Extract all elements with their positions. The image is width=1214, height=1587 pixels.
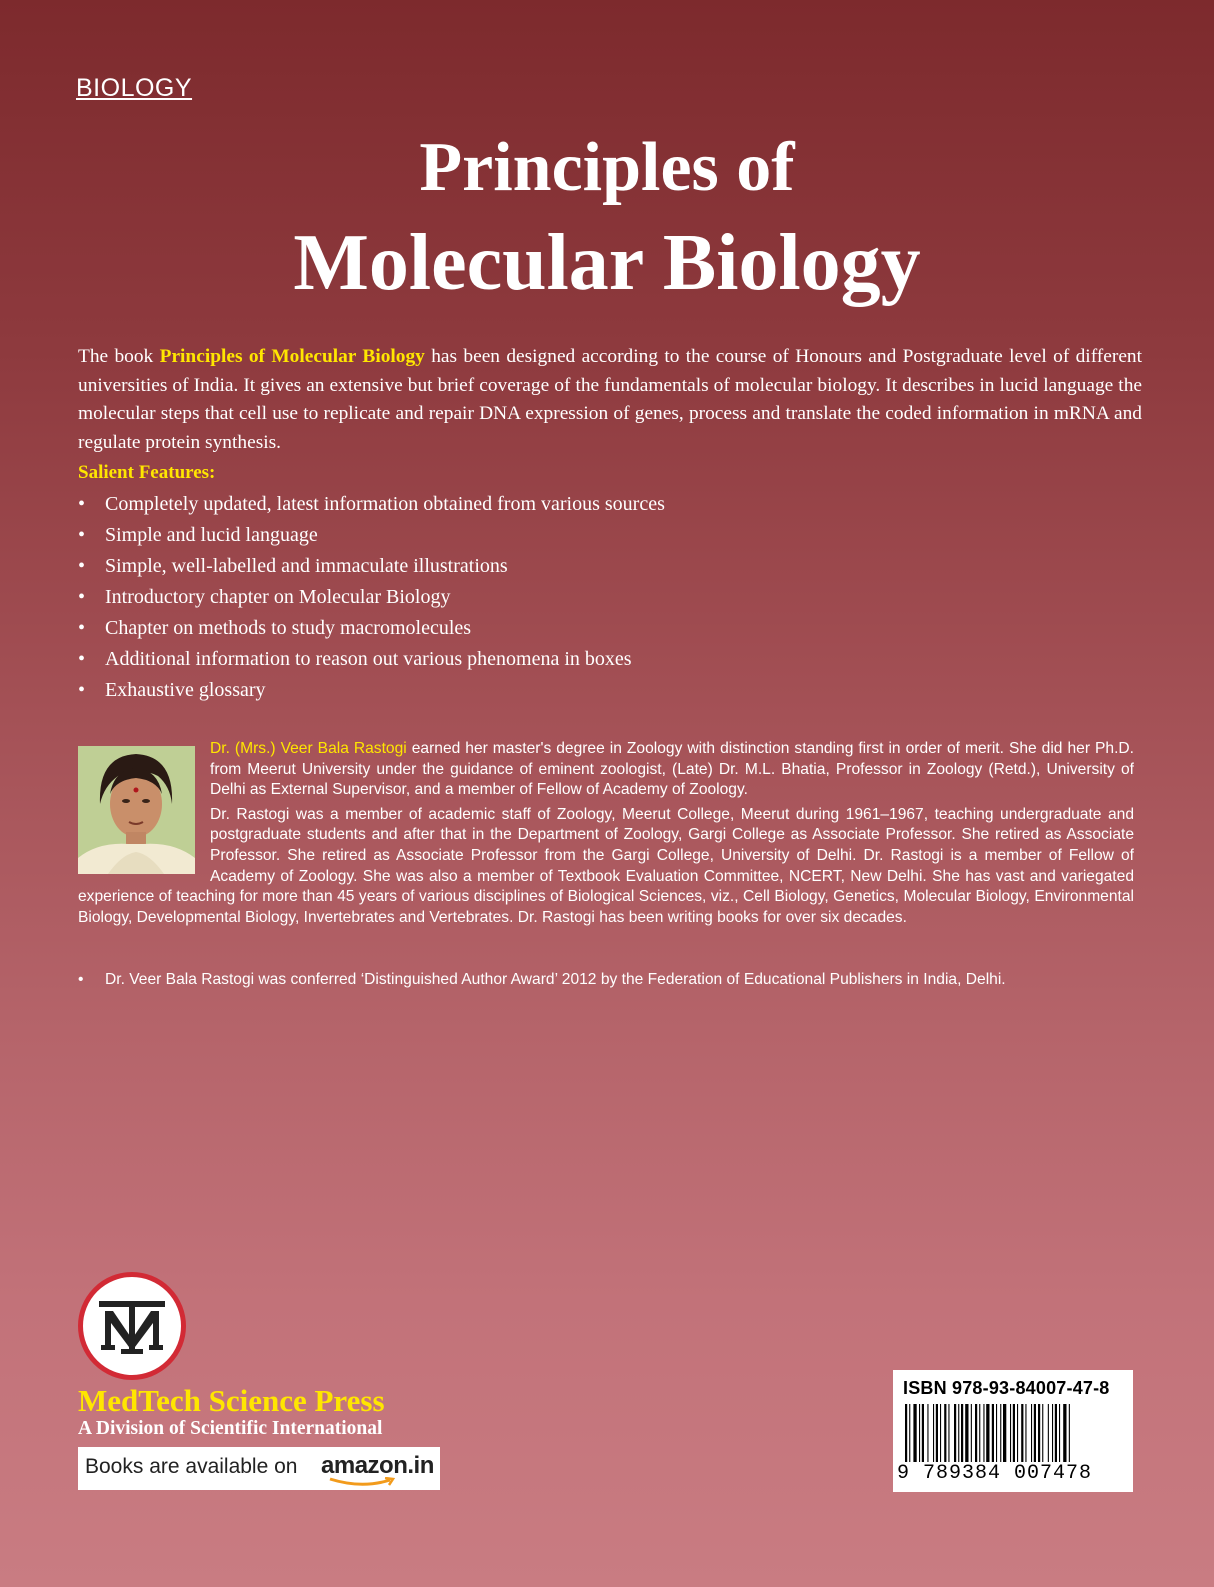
bullet-icon: • bbox=[78, 648, 86, 670]
isbn-label: ISBN 978-93-84007-47-8 bbox=[903, 1378, 1110, 1398]
feature-item bbox=[78, 520, 665, 551]
feature-item bbox=[78, 644, 665, 675]
feature-text: Completely updated, latest information obtained from various sources bbox=[105, 493, 665, 515]
photo-spacer bbox=[78, 739, 210, 884]
bullet-icon: • bbox=[78, 586, 86, 608]
author-bio bbox=[78, 739, 1134, 932]
features-list bbox=[78, 489, 665, 706]
feature-item bbox=[78, 489, 665, 520]
author-award-text: Dr. Veer Bala Rastogi was conferred ‘Distinguished Author Award’ 2012 by the Federation of Educational Publishers in India, Delhi. bbox=[105, 971, 1006, 988]
feature-item bbox=[78, 613, 665, 644]
description-body: has been designed according to the course of Honours and Postgraduate level of different universities of India. It gives an extensive but brief coverage of the fundamentals of molecular biology. It describes in lucid language the molecular steps that cell use to replicate and repair DNA expression of genes, process and translate the coded information in mRNA and regulate protein synthesis. bbox=[78, 346, 1143, 453]
feature-text: Chapter on methods to study macromolecules bbox=[105, 617, 472, 639]
publisher-logo bbox=[78, 1272, 186, 1380]
isbn-barcode-box bbox=[893, 1370, 1133, 1492]
title-line-1: Principles of bbox=[419, 129, 795, 206]
feature-text: Introductory chapter on Molecular Biology bbox=[105, 586, 451, 608]
barcode-icon bbox=[903, 1404, 1123, 1462]
subject-label: BIOLOGY bbox=[76, 74, 193, 102]
amazon-logo: amazon.in bbox=[321, 1452, 434, 1479]
author-name: Dr. (Mrs.) Veer Bala Rastogi bbox=[210, 740, 407, 757]
feature-text: Simple, well-labelled and immaculate illustrations bbox=[105, 555, 508, 577]
description-prefix: The book bbox=[78, 346, 160, 367]
bullet-icon: • bbox=[78, 493, 86, 515]
feature-text: Simple and lucid language bbox=[105, 524, 318, 546]
amazon-smile-icon bbox=[328, 1477, 398, 1487]
author-bio-paragraph-2: Dr. Rastogi was a member of academic staff of Zoology, Meerut College, Meerut during 1961–1967, teaching undergraduate and postgraduate students and after that in the Department of Zoology, Gargi College as Associate Professor. She retired as Associate Professor. She retired as Associate Professor from the Gargi College, University of Delhi. Dr. Rastogi is a member of Fellow of Academy of Zoology. She was also a member of Textbook Evaluation Committee, NCERT, New Delhi. She has vast and variegated experience of teaching for more than 45 years of various disciplines of Biological Sciences, viz., Cell Biology, Genetics, Molecular Biology, Environmental Biology, Developmental Biology, Invertebrates and Vertebrates. Dr. Rastogi has been writing books for over six decades. bbox=[78, 805, 1134, 926]
bullet-icon: • bbox=[78, 617, 86, 639]
bullet-icon: • bbox=[78, 679, 86, 701]
publisher-division: A Division of Scientific International bbox=[78, 1418, 383, 1439]
feature-text: Additional information to reason out various phenomena in boxes bbox=[105, 648, 632, 670]
description-book-title: Principles of Molecular Biology bbox=[159, 346, 425, 367]
publisher-name: MedTech Science Press bbox=[78, 1383, 385, 1418]
feature-text: Exhaustive glossary bbox=[105, 679, 266, 701]
availability-banner bbox=[78, 1447, 440, 1490]
bullet-icon: • bbox=[78, 971, 84, 988]
isbn-digits: 9 789384 007478 bbox=[897, 1462, 1093, 1485]
mt-monogram-icon bbox=[83, 1277, 181, 1375]
bullet-icon: • bbox=[78, 555, 86, 577]
availability-text: Books are available on bbox=[85, 1455, 298, 1478]
author-bio-text-1: earned her master's degree in Zoology with distinction standing first in order of merit. She did her Ph.D. from Meerut University under the guidance of eminent zoologist, (Late) Dr. M.L. Bhatia, Professor in Zoology (Retd.), University of Delhi as External Supervisor, and a member of Fellow of Academy of Zoology. bbox=[210, 740, 1134, 799]
feature-item bbox=[78, 582, 665, 613]
author-award bbox=[78, 971, 1006, 989]
bullet-icon: • bbox=[78, 524, 86, 546]
author-bio-paragraph-1 bbox=[78, 739, 1134, 801]
title-line-2: Molecular Biology bbox=[293, 219, 921, 307]
book-description bbox=[78, 343, 1142, 457]
feature-item bbox=[78, 551, 665, 582]
feature-item bbox=[78, 675, 665, 706]
features-heading: Salient Features: bbox=[78, 462, 216, 483]
